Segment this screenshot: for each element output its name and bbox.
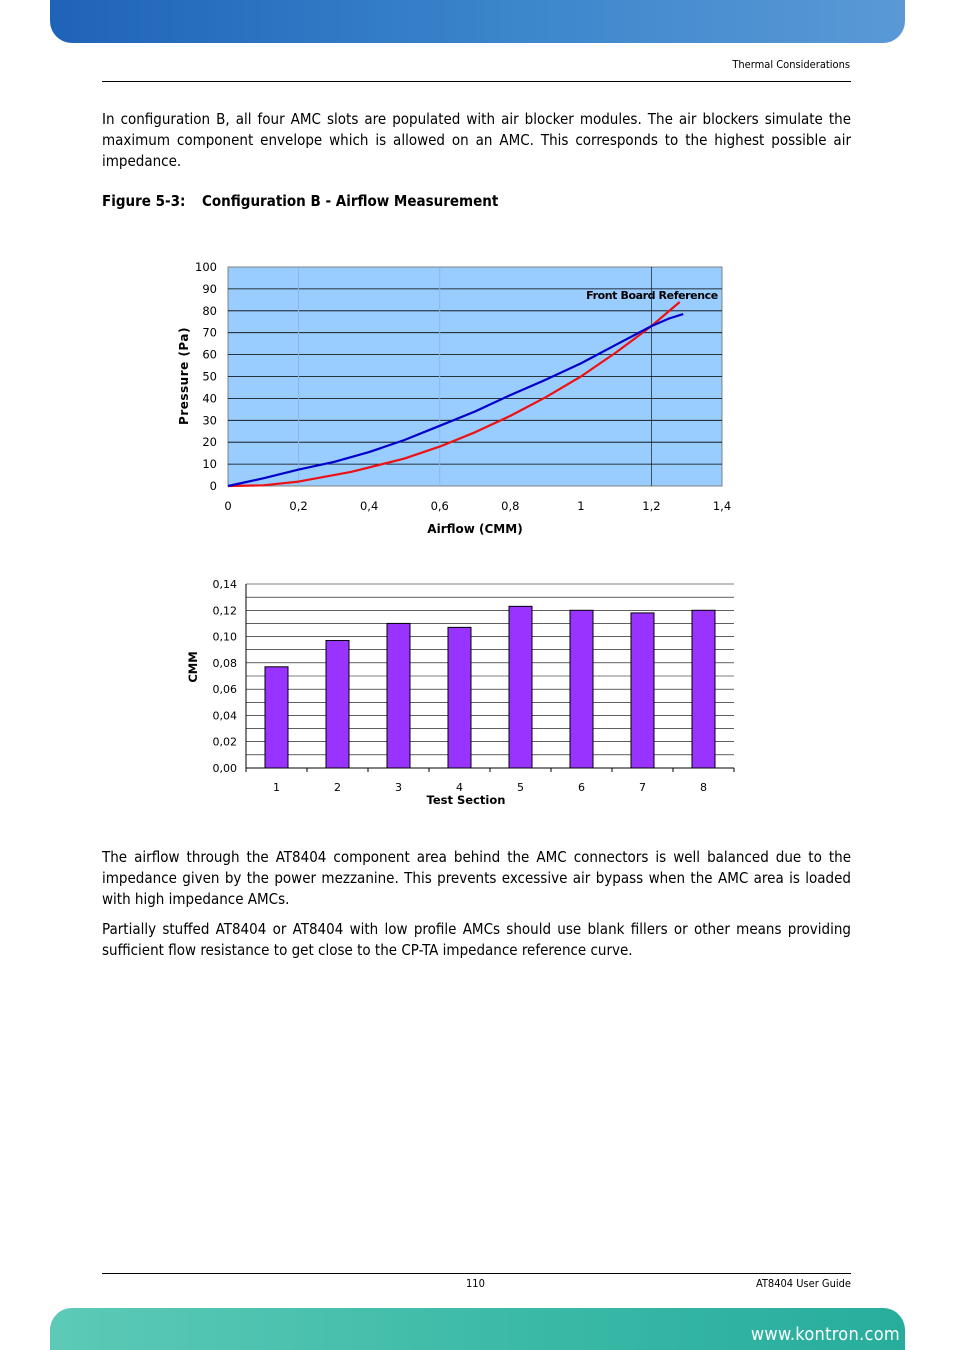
bar-test-section-2 — [326, 641, 349, 768]
bar-chart-x-tick: 2 — [334, 781, 341, 794]
bar-test-section-8 — [692, 610, 715, 768]
bar-chart-x-axis-label: Test Section — [426, 793, 506, 807]
figure-number: Figure 5-3: — [102, 192, 186, 210]
bar-chart-y-ticks — [213, 578, 238, 775]
line-chart-x-tick: 1,2 — [642, 499, 661, 513]
line-chart-y-tick: 90 — [202, 281, 217, 296]
line-chart-y-tick: 10 — [202, 457, 217, 472]
line-chart-x-tick: 0,4 — [359, 499, 379, 513]
bar-chart-y-axis-label: CMM — [186, 651, 200, 683]
bar-chart-x-tick: 5 — [517, 781, 524, 794]
paragraph-airflow-balance: The airflow through the AT8404 component area behind the AMC connectors is well balanced due to the impedance given by the power mezzanine. This prevents excessive air bypass when the AMC area is loaded with high impedance AMCs. — [102, 848, 851, 908]
line-chart-y-tick: 20 — [202, 435, 217, 450]
paragraph-config-b: In configuration B, all four AMC slots are populated with air blocker modules. The air blockers simulate the maximum component envelope which is allowed on an AMC. This corresponds to the highest possible air impedance. — [102, 110, 851, 170]
line-chart-y-tick: 40 — [202, 391, 217, 406]
bar-chart-x-tick: 8 — [700, 781, 707, 794]
line-chart-y-tick: 0 — [209, 479, 217, 493]
front-board-reference-label: Front Board Reference — [586, 289, 718, 302]
bar-test-section-6 — [570, 610, 593, 768]
line-chart-x-tick: 0,2 — [289, 499, 308, 513]
line-chart-x-tick: 0,6 — [430, 499, 449, 513]
bar-chart-bars — [265, 606, 715, 768]
line-chart-y-tick: 60 — [202, 347, 217, 362]
line-chart-y-ticks — [195, 260, 217, 493]
line-chart-y-axis-label: Pressure (Pa) — [177, 327, 191, 425]
paragraph-blank-fillers: Partially stuffed AT8404 or AT8404 with low profile AMCs should use blank fillers or other means providing sufficient flow resistance to get close to the CP-TA impedance reference curve. — [102, 920, 851, 959]
bar-chart-x-ticks — [246, 768, 734, 794]
bar-chart-y-tick: 0,14 — [212, 578, 237, 591]
bar-chart-x-tick: 4 — [456, 781, 463, 794]
bar-chart-y-tick: 0,06 — [212, 683, 237, 697]
footer-rule — [102, 1273, 851, 1274]
bar-chart-y-tick: 0,04 — [212, 709, 237, 723]
bar-chart-x-tick: 6 — [578, 781, 585, 794]
bar-test-section-7 — [631, 613, 654, 768]
line-chart-x-tick: 0 — [224, 499, 232, 513]
line-chart-y-tick: 30 — [202, 413, 217, 428]
bar-chart-y-tick: 0,08 — [212, 656, 237, 670]
line-chart-x-ticks — [224, 499, 731, 513]
cmm-bar-chart — [186, 578, 734, 807]
line-chart-x-tick: 0,8 — [501, 499, 520, 513]
line-chart-y-tick: 100 — [195, 260, 217, 274]
line-chart-x-tick: 1,4 — [712, 499, 732, 513]
section-title: Thermal Considerations — [732, 58, 850, 71]
line-chart-y-tick: 50 — [202, 369, 217, 384]
guide-name: AT8404 User Guide — [755, 1277, 851, 1290]
bar-chart-y-tick: 0,00 — [212, 762, 237, 775]
bar-test-section-5 — [509, 606, 532, 768]
bar-test-section-4 — [448, 627, 471, 768]
line-chart-x-tick: 1 — [577, 499, 585, 513]
bar-test-section-3 — [387, 623, 410, 768]
bar-test-section-1 — [265, 667, 288, 768]
bar-chart-x-tick: 7 — [639, 781, 646, 794]
bar-chart-grid — [246, 584, 734, 755]
line-chart-y-tick: 80 — [202, 303, 217, 318]
line-chart-x-axis-label: Airflow (CMM) — [427, 522, 523, 536]
bar-chart-x-tick: 3 — [395, 781, 402, 794]
bar-chart-y-tick: 0,10 — [212, 630, 237, 644]
pressure-line-chart — [177, 260, 731, 536]
figure-title: Configuration B - Airflow Measurement — [202, 192, 499, 210]
bar-chart-y-tick: 0,02 — [212, 735, 237, 749]
line-chart-y-tick: 70 — [202, 325, 217, 340]
website-link[interactable]: www.kontron.com — [750, 1324, 900, 1345]
bar-chart-y-tick: 0,12 — [212, 604, 237, 618]
page-number: 110 — [466, 1277, 485, 1290]
bar-chart-x-tick: 1 — [273, 781, 280, 794]
